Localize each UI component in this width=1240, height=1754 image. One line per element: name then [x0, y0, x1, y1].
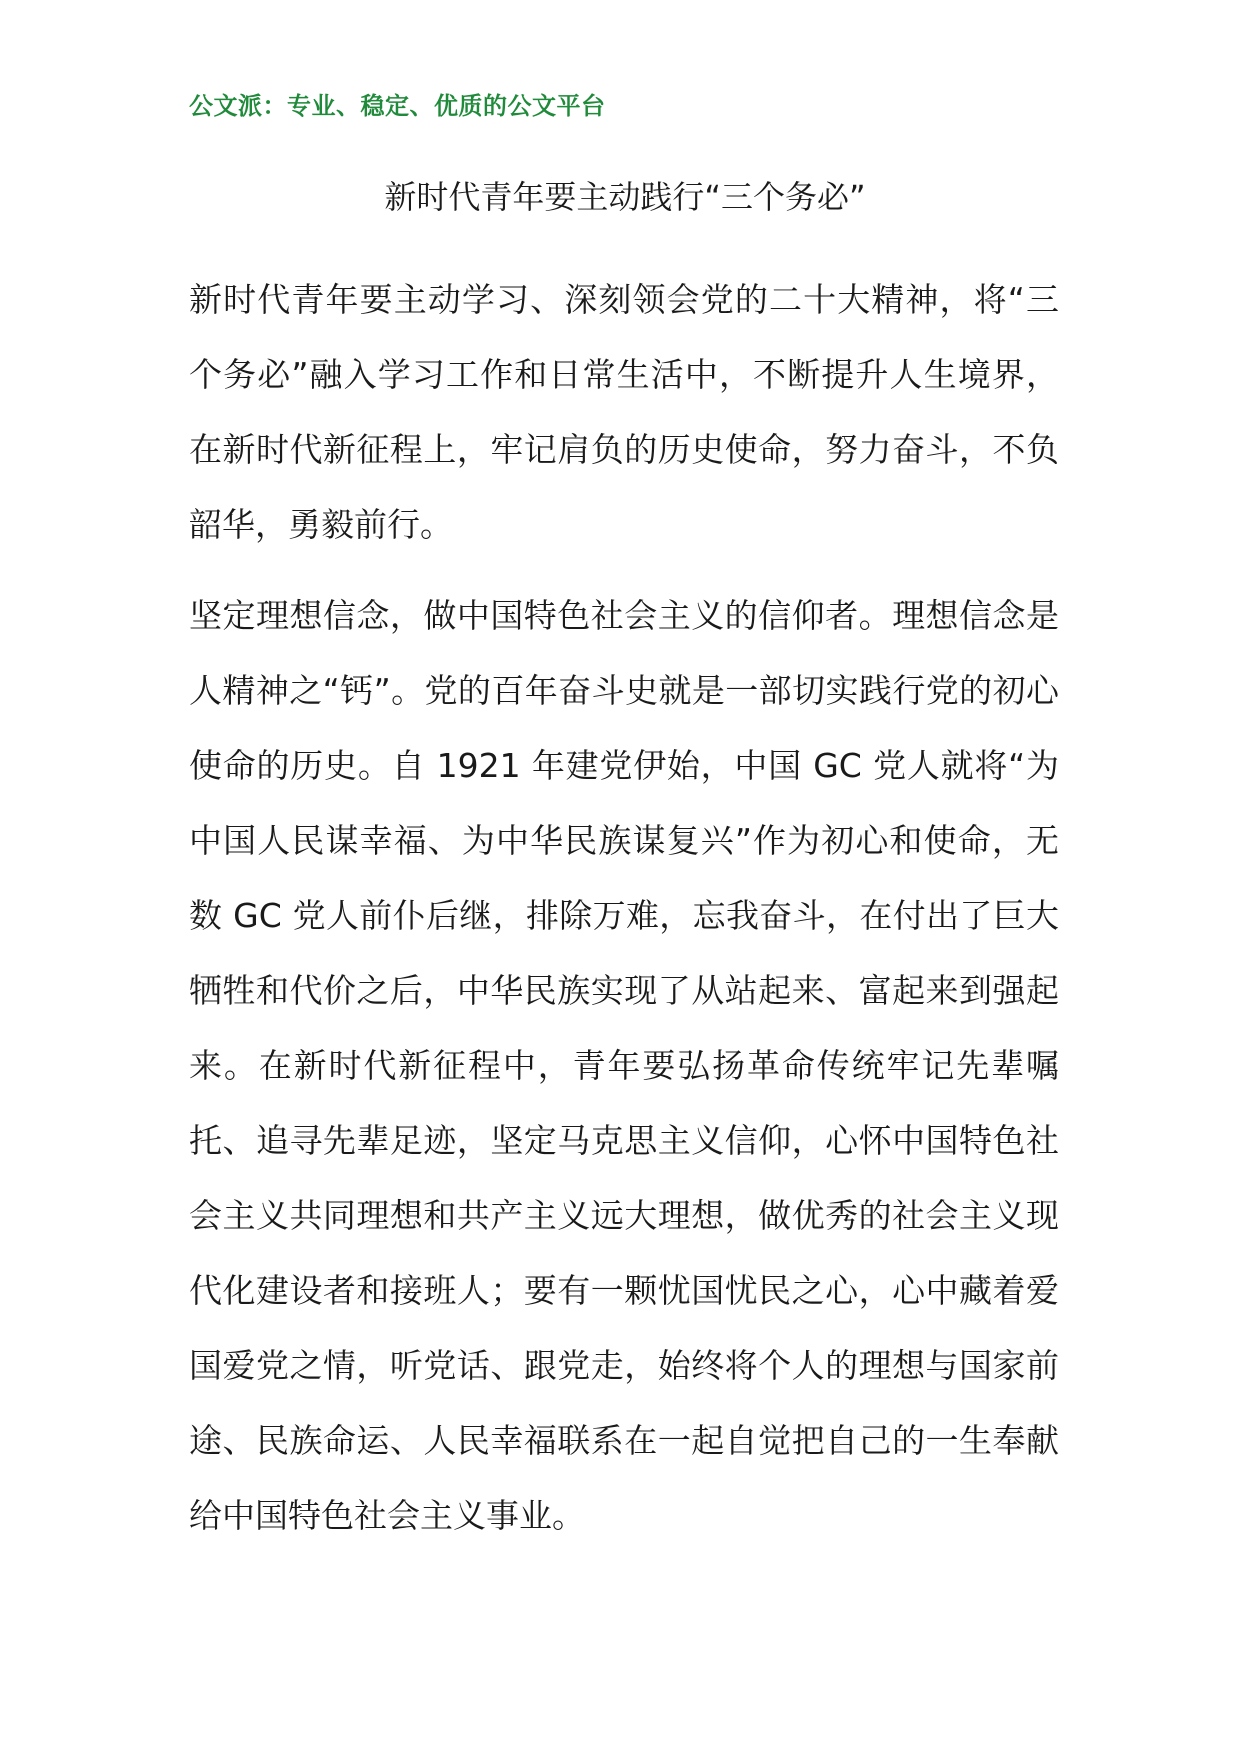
paragraph-ideals: 坚定理想信念，做中国特色社会主义的信仰者。理想信念是人精神之“钙”。党的百年奋斗史就是一部切实践行党的初心使命的历史。自 1921 年建党伊始，中国 GC 党人就将“为中国人民谋幸福、为中华民族谋复兴”作为初心和使命，无数 GC 党人前仆后继，排除万难，忘我奋斗，在付出了巨大牺牲和代价之后，中华民族实现了从站起来、富起来到强起来。在新时代新征程中，青年要弘扬革命传统牢记先辈嘱托、追寻先辈足迹，坚定马克思主义信仰，心怀中国特色社会主义共同理想和共产主义远大理想，做优秀的社会主义现代化建设者和接班人；要有一颗忧国忧民之心，心中藏着爱国爱党之情，听党话、跟党走，始终将个人的理想与国家前途、民族命运、人民幸福联系在一起自觉把自己的一生奉献给中国特色社会主义事业。	[189, 596, 1059, 1535]
site-banner: 公文派：专业、稳定、优质的公文平台	[189, 92, 606, 120]
document-title: 新时代青年要主动践行“三个务必”	[384, 178, 866, 216]
paragraph-intro: 新时代青年要主动学习、深刻领会党的二十大精神，将“三个务必”融入学习工作和日常生活中，不断提升人生境界，在新时代新征程上，牢记肩负的历史使命，努力奋斗，不负韶华，勇毅前行。	[189, 280, 1059, 544]
document-body	[189, 262, 1059, 1569]
